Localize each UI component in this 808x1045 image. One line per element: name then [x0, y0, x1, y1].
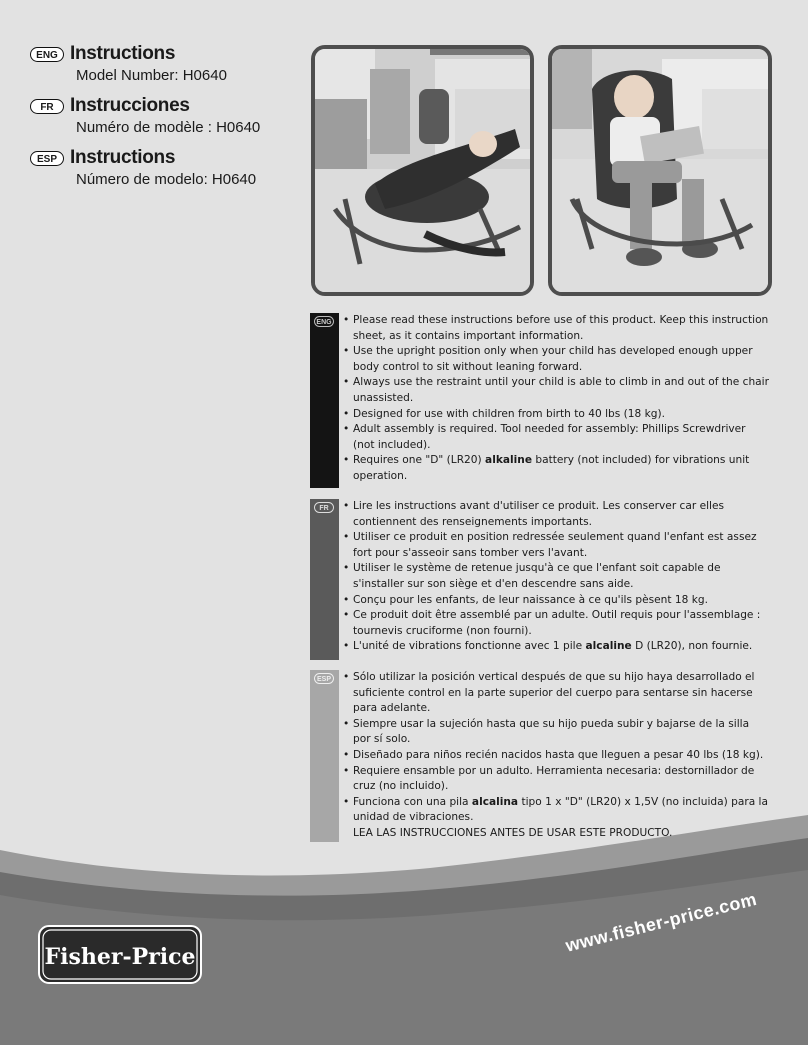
lang-tag-esp-small: ESP	[314, 673, 334, 684]
section-french	[310, 499, 770, 660]
list-item: • Siempre usar la sujeción hasta que su hijo pueda subir y bajarse de la silla por sí solo.	[343, 717, 770, 748]
title-row-esp	[30, 146, 310, 170]
list-item: • Adult assembly is required. Tool needed for assembly: Phillips Screwdriver (not included).	[343, 422, 770, 453]
list-item-battery	[343, 453, 770, 484]
list-item-battery	[343, 795, 770, 826]
list-item: • Ce produit doit être assemblé par un adulte. Outil requis pour l'assemblage : tournevis cruciforme (non fourni).	[343, 608, 770, 639]
list-item: • Conçu pour les enfants, de leur naissance à ce qu'ils pèsent 18 kg.	[343, 593, 770, 609]
lang-tag-esp: ESP	[30, 151, 64, 166]
list-item: • Sólo utilizar la posición vertical después de que su hijo haya desarrollado el suficiente control en la parte superior del cuerpo para sentarse sin hacerse para adelante.	[343, 670, 770, 717]
model-number-fr: Numéro de modèle : H0640	[76, 119, 261, 136]
battery-text-start: L'unité de vibrations fonctionne avec 1 pile	[353, 640, 586, 653]
bullet-list-french	[310, 499, 770, 655]
battery-text-bold: alcaline	[585, 640, 632, 653]
list-item: • Utiliser ce produit en position redressée seulement quand l'enfant est assez fort pour s'asseoir sans tomber vers l'avant.	[343, 530, 770, 561]
section-spanish	[310, 670, 770, 842]
section-bar-spanish	[310, 670, 339, 842]
website-link[interactable]: www.fisher-price.com	[563, 888, 759, 956]
battery-text-end: battery (not included) for vibrations unit operation.	[353, 454, 750, 482]
title-block	[30, 42, 310, 198]
list-item: • Always use the restraint until your child is able to climb in and out of the chair unassisted.	[343, 375, 770, 406]
section-bar-english	[310, 313, 339, 488]
logo-text: Fisher-Price	[44, 944, 196, 970]
battery-text-bold: alkaline	[485, 454, 533, 467]
lang-tag-eng-small: ENG	[314, 316, 334, 327]
photo-toddler-upright	[548, 45, 772, 296]
lang-tag-fr: FR	[30, 99, 64, 114]
title-fr: Instrucciones	[70, 95, 190, 116]
fisher-price-logo	[38, 925, 202, 984]
list-item-battery	[343, 639, 770, 655]
bullet-list-english	[310, 313, 770, 485]
title-eng: Instructions	[70, 43, 176, 64]
battery-text-end: D (LR20), non fournie.	[631, 640, 753, 653]
model-number-eng: Model Number: H0640	[76, 67, 227, 84]
title-row-eng	[30, 42, 310, 66]
section-bar-french	[310, 499, 339, 660]
list-item: • Diseñado para niños recién nacidos hasta que lleguen a pesar 40 lbs (18 kg).	[343, 748, 770, 764]
lang-tag-eng: ENG	[30, 47, 64, 62]
title-row-fr	[30, 94, 310, 118]
battery-text-start: Requires one "D" (LR20)	[353, 454, 486, 467]
title-esp: Instructions	[70, 147, 176, 168]
list-item: • Please read these instructions before use of this product. Keep this instruction sheet, as it contains important information.	[343, 313, 770, 344]
battery-text-bold: alcalina	[471, 795, 519, 808]
list-item: • Use the upright position only when your child has developed enough upper body control to sit without leaning forward.	[343, 344, 770, 375]
lang-tag-fr-small: FR	[314, 502, 334, 513]
list-item: • Designed for use with children from birth to 40 lbs (18 kg).	[343, 407, 770, 423]
list-item: • Requiere ensamble por un adulto. Herramienta necesaria: destornillador de cruz (no incluido).	[343, 764, 770, 795]
battery-text-end: tipo 1 x "D" (LR20) x 1,5V (no incluida) para la unidad de vibraciones.	[353, 795, 768, 824]
battery-text-start: Funciona con una pila	[353, 795, 472, 808]
closing-note: LEA LAS INSTRUCCIONES ANTES DE USAR ESTE PRODUCTO.	[353, 826, 673, 839]
photo-infant-reclined	[311, 45, 534, 296]
section-english	[310, 313, 770, 488]
bullet-list-spanish	[310, 670, 770, 842]
model-number-esp: Número de modelo: H0640	[76, 171, 257, 188]
list-item: • Utiliser le système de retenue jusqu'à ce que l'enfant soit capable de s'installer sur son siège et d'en descendre sans aide.	[343, 561, 770, 592]
list-item: • Lire les instructions avant d'utiliser ce produit. Les conserver car elles contiennent des renseignements importants.	[343, 499, 770, 530]
